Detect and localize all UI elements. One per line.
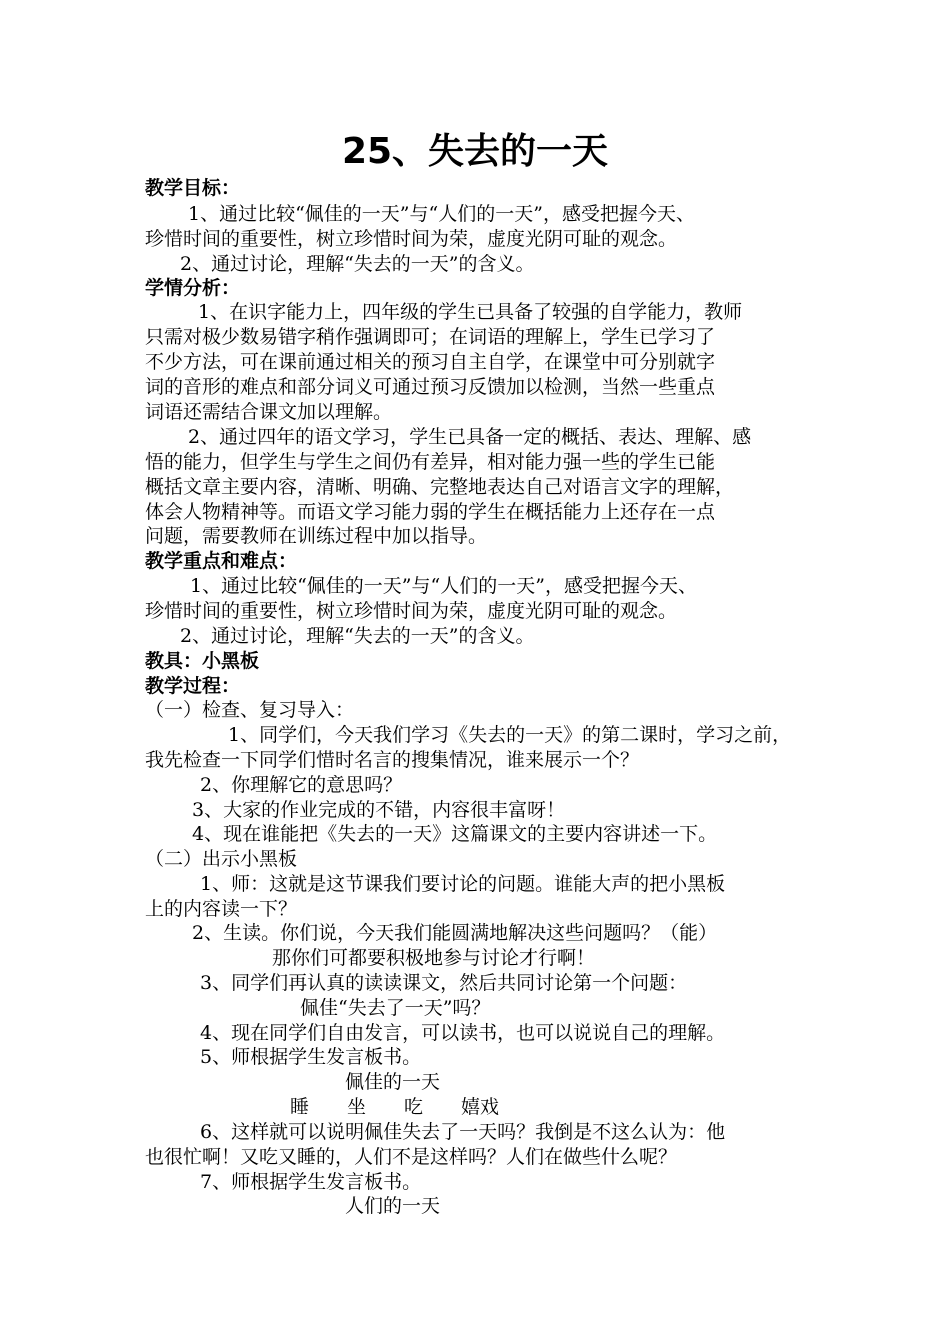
process-part1-line: 我先检查一下同学们惜时名言的搜集情况，谁来展示一个？ (145, 749, 640, 771)
process-part2-line: 7、师根据学生发言板书。 (200, 1171, 422, 1193)
analysis-line: 词语还需结合课文加以理解。 (145, 401, 393, 423)
process-part2-line: 也很忙啊！又吃又睡的，人们不是这样吗？人们在做些什么呢？ (145, 1146, 678, 1168)
key-points-line: 1、通过比较“佩佳的一天”与“人们的一天”，感受把握今天、 (190, 575, 697, 597)
process-part2-line: 佩佳“失去了一天”吗？ (300, 997, 491, 1019)
process-part2-line: 1、师：这就是这节课我们要讨论的问题。谁能大声的把小黑板 (200, 873, 726, 895)
process-part1-heading: （一）检查、复习导入： (145, 699, 355, 721)
key-points-line: 珍惜时间的重要性，树立珍惜时间为荣，虚度光阴可耻的观念。 (145, 600, 678, 622)
section-heading-tools: 教具：小黑板 (145, 650, 260, 672)
process-part2-line: 那你们可都要积极地参与讨论才行啊！ (272, 947, 596, 969)
section-heading-goals: 教学目标： (145, 177, 241, 199)
process-part2-line: 5、师根据学生发言板书。 (200, 1046, 422, 1068)
process-part1-line: 2、你理解它的意思吗？ (200, 774, 403, 796)
section-heading-key-points: 教学重点和难点： (145, 550, 298, 572)
analysis-line: 词的音形的难点和部分词义可通过预习反馈加以检测，当然一些重点 (145, 376, 716, 398)
section-heading-analysis: 学情分析： (145, 277, 241, 299)
process-part1-line: 1、同学们，今天我们学习《失去的一天》的第二课时，学习之前， (228, 724, 792, 746)
page-title: 25、失去的一天 (341, 131, 609, 172)
analysis-line: 1、在识字能力上，四年级的学生已具备了较强的自学能力，教师 (198, 301, 743, 323)
process-part2-line: 3、同学们再认真的读读课文，然后共同讨论第一个问题： (200, 972, 688, 994)
goals-line: 1、通过比较“佩佳的一天”与“人们的一天”，感受把握今天、 (188, 203, 695, 225)
process-part2-line: 2、生读。你们说，今天我们能圆满地解决这些问题吗？（能） (192, 922, 718, 944)
blackboard-heading: 佩佳的一天 (345, 1071, 441, 1093)
process-part1-line: 3、大家的作业完成的不错，内容很丰富呀！ (192, 799, 566, 821)
goals-line: 珍惜时间的重要性，树立珍惜时间为荣，虚度光阴可耻的观念。 (145, 228, 678, 250)
goals-line: 2、通过讨论，理解“失去的一天”的含义。 (180, 253, 535, 275)
process-part2-line: 上的内容读一下？ (145, 898, 298, 920)
process-part2-heading: （二）出示小黑板 (145, 848, 298, 870)
key-points-line: 2、通过讨论，理解“失去的一天”的含义。 (180, 625, 535, 647)
section-heading-process: 教学过程： (145, 675, 241, 697)
analysis-line: 悟的能力，但学生与学生之间仍有差异，相对能力强一些的学生已能 (145, 451, 716, 473)
process-part2-line: 6、这样就可以说明佩佳失去了一天吗？我倒是不这么认为：他 (200, 1121, 726, 1143)
process-part1-line: 4、现在谁能把《失去的一天》这篇课文的主要内容讲述一下。 (192, 823, 718, 845)
blackboard-words: 睡 坐 吃 嬉戏 (290, 1096, 500, 1118)
analysis-line: 问题，需要教师在训练过程中加以指导。 (145, 525, 488, 547)
analysis-line: 概括文章主要内容，清晰、明确、完整地表达自己对语言文字的理解， (145, 476, 735, 498)
analysis-line: 只需对极少数易错字稍作强调即可；在词语的理解上，学生已学习了 (145, 326, 716, 348)
analysis-line: 2、通过四年的语文学习，学生已具备一定的概括、表达、理解、感 (188, 426, 752, 448)
analysis-line: 不少方法，可在课前通过相关的预习自主自学，在课堂中可分别就字 (145, 351, 716, 373)
blackboard-heading: 人们的一天 (345, 1195, 441, 1217)
analysis-line: 体会人物精神等。而语文学习能力弱的学生在概括能力上还存在一点 (145, 501, 716, 523)
process-part2-line: 4、现在同学们自由发言，可以读书，也可以说说自己的理解。 (200, 1022, 726, 1044)
